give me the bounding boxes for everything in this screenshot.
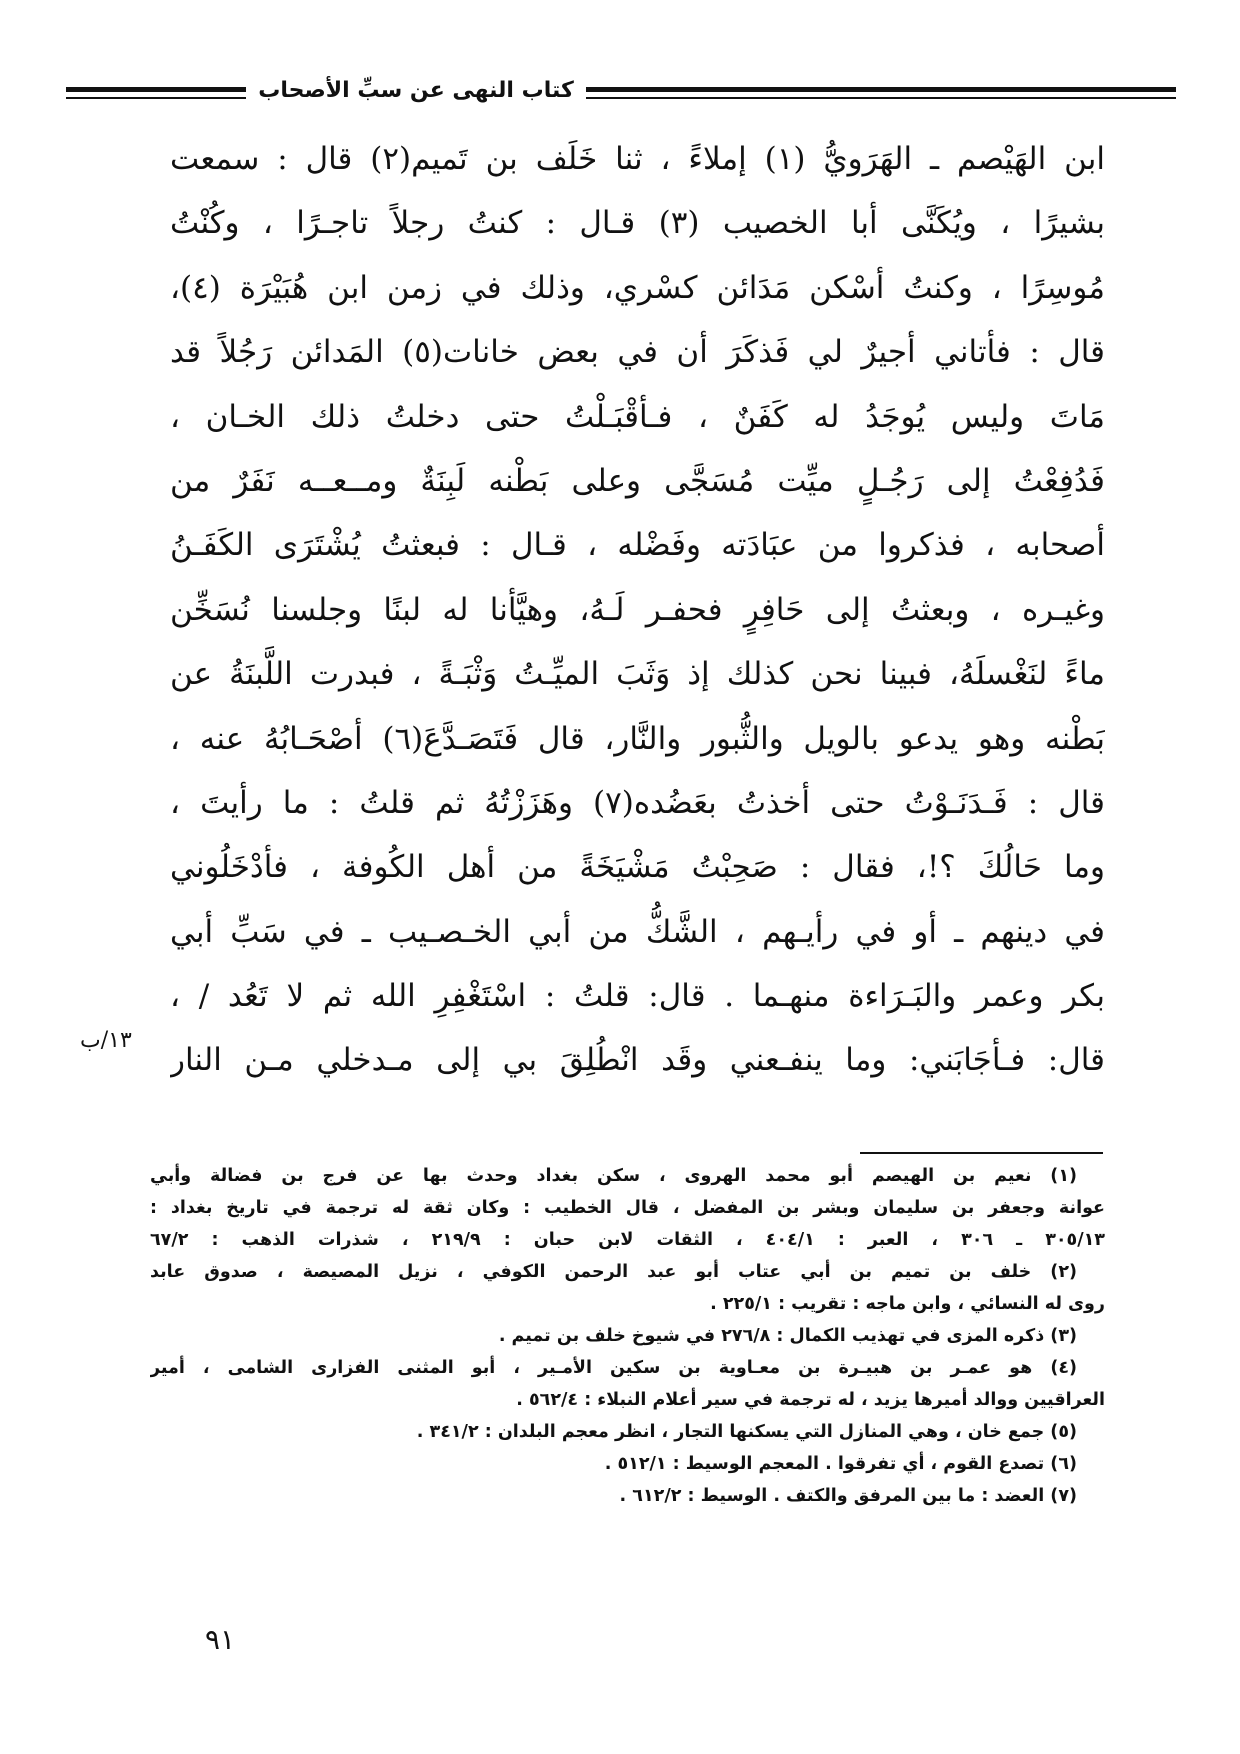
body-line: بكر وعمر والبَـرَاءة منهـما . قال: قلتُ : اسْتَغْفِرِ الله ثم لا تَعُد / ، — [170, 978, 1105, 1015]
header-rule-right — [586, 87, 1176, 99]
body-line: أصحابه ، فذكروا من عبَادَته وفَضْله ، قـال : فبعثتُ يُشْتَرَى الكَفَـنُ — [170, 527, 1105, 564]
body-line: بشيرًا ، ويُكَنَّى أبا الخصيب (٣) قـال : كنتُ رجلاً تاجـرًا ، وكُنْتُ — [170, 205, 1105, 242]
footnote-line: (٥) جمع خان ، وهي المنازل التي يسكنها التجار ، انظر معجم البلدان : ٣٤١/٢ . — [416, 1422, 1077, 1442]
folio-marker: ١٣/ب — [80, 1028, 132, 1053]
footnote-line: ٣٠٥/١٣ ـ ٣٠٦ ، العبر : ٤٠٤/١ ، الثقات لابن حبان : ٢١٩/٩ ، شذرات الذهب : ٦٧/٢ — [150, 1230, 1105, 1250]
body-line: قال : فَـدَنَـوْتُ حتى أخذتُ بعَضُده(٧) وهَزَزْتُهُ ثم قلتُ : ما رأيتَ ، — [170, 784, 1105, 821]
body-line: مُوسِرًا ، وكنتُ أسْكن مَدَائن كسْري، وذلك في زمن ابن هُبَيْرَة (٤)، — [170, 269, 1105, 306]
body-line: ماءً لنَغْسلَهُ، فبينا نحن كذلك إذ وَثَبَ الميِّـتُ وَثْبَـةً ، فبدرت اللَّبنَةُ عن — [170, 656, 1105, 693]
body-line: في دينهم ـ أو في رأيـهم ، الشَّكُّ من أبي الخـصـيب ـ في سَبِّ أبي — [170, 913, 1105, 950]
footnote-line: (٣) ذكره المزى في تهذيب الكمال : ٢٧٦/٨ في شيوخ خلف بن تميم . — [498, 1326, 1077, 1346]
footnote-line: (١) نعيم بن الهيصم أبو محمد الهروى ، سكن بغداد وحدث بها عن فرج بن فضالة وأبي — [150, 1166, 1077, 1186]
page-number: ٩١ — [204, 1623, 236, 1656]
footnote-line: (٤) هو عمـر بن هبيـرة بن معـاوية بن سكين الأمـير ، أبو المثنى الفزارى الشامى ، أمير — [150, 1358, 1077, 1378]
footnote-line: (٦) تصدع القوم ، أي تفرقوا . المعجم الوسيط : ٥١٢/١ . — [604, 1454, 1077, 1474]
footnote-line: روى له النسائي ، وابن ماجه : تقريب : ٢٢٥/١ . — [710, 1294, 1105, 1314]
footnotes — [150, 1160, 1105, 1512]
footnote-line: عوانة وجعفر بن سليمان وبشر بن المفضل ، قال الخطيب : وكان ثقة له ترجمة في تاريخ بغداد : — [150, 1198, 1105, 1218]
footnote-separator — [860, 1152, 1103, 1154]
body-line: ابن الهَيْصم ـ الهَرَويُّ (١) إملاءً ، ثنا خَلَف بن تَميم(٢) قال : سمعت — [170, 141, 1105, 177]
header-title: كتاب النهى عن سبِّ الأصحاب — [258, 78, 574, 103]
running-header — [66, 76, 1176, 116]
body-line: وما حَالُكَ ؟!، فقال : صَحِبْتُ مَشْيَخَةً من أهل الكُوفة ، فأدْخَلُوني — [170, 849, 1105, 886]
body-line: قال: فـأجَابَني: وما ينفـعني وقَد انْطُلِقَ بي إلى مـدخلي مـن النار — [170, 1042, 1105, 1079]
footnote-line: (٧) العضد : ما بين المرفق والكتف . الوسيط : ٦١٢/٢ . — [619, 1486, 1077, 1506]
body-line: فَدُفِعْتُ إلى رَجُـلٍ ميِّت مُسَجَّى وعلى بَطْنه لَبِنَةٌ ومــعــه نَفَرٌ من — [170, 462, 1105, 499]
body-line: مَاتَ وليس يُوجَدُ له كَفَنٌ ، فـأقْبَـلْتُ حتى دخلتُ ذلك الخـان ، — [170, 398, 1105, 435]
body-line: وغيـره ، وبعثتُ إلى حَافِرٍ فحفـر لَـهُ، وهيَّأنا له لبنًا وجلسنا نُسَخِّن — [170, 591, 1105, 628]
header-rule-left — [66, 87, 246, 99]
body-line: بَطْنه وهو يدعو بالويل والثُّبور والنَّار، قال فَتَصَـدَّعَ(٦) أصْحَـابُهُ عنه ، — [170, 720, 1105, 757]
footnote-line: العراقيين ووالد أميرها يزيد ، له ترجمة في سير أعلام النبلاء : ٥٦٢/٤ . — [516, 1390, 1105, 1410]
body-line: قال : فأتاني أجيرٌ لي فَذكَرَ أن في بعض خانات(٥) المَدائن رَجُلاً قد — [170, 334, 1105, 371]
footnote-line: (٢) خلف بن تميم بن أبي عتاب أبو عبد الرحمن الكوفي ، نزيل المصيصة ، صدوق عابد — [150, 1262, 1077, 1282]
body-text — [170, 127, 1105, 1093]
